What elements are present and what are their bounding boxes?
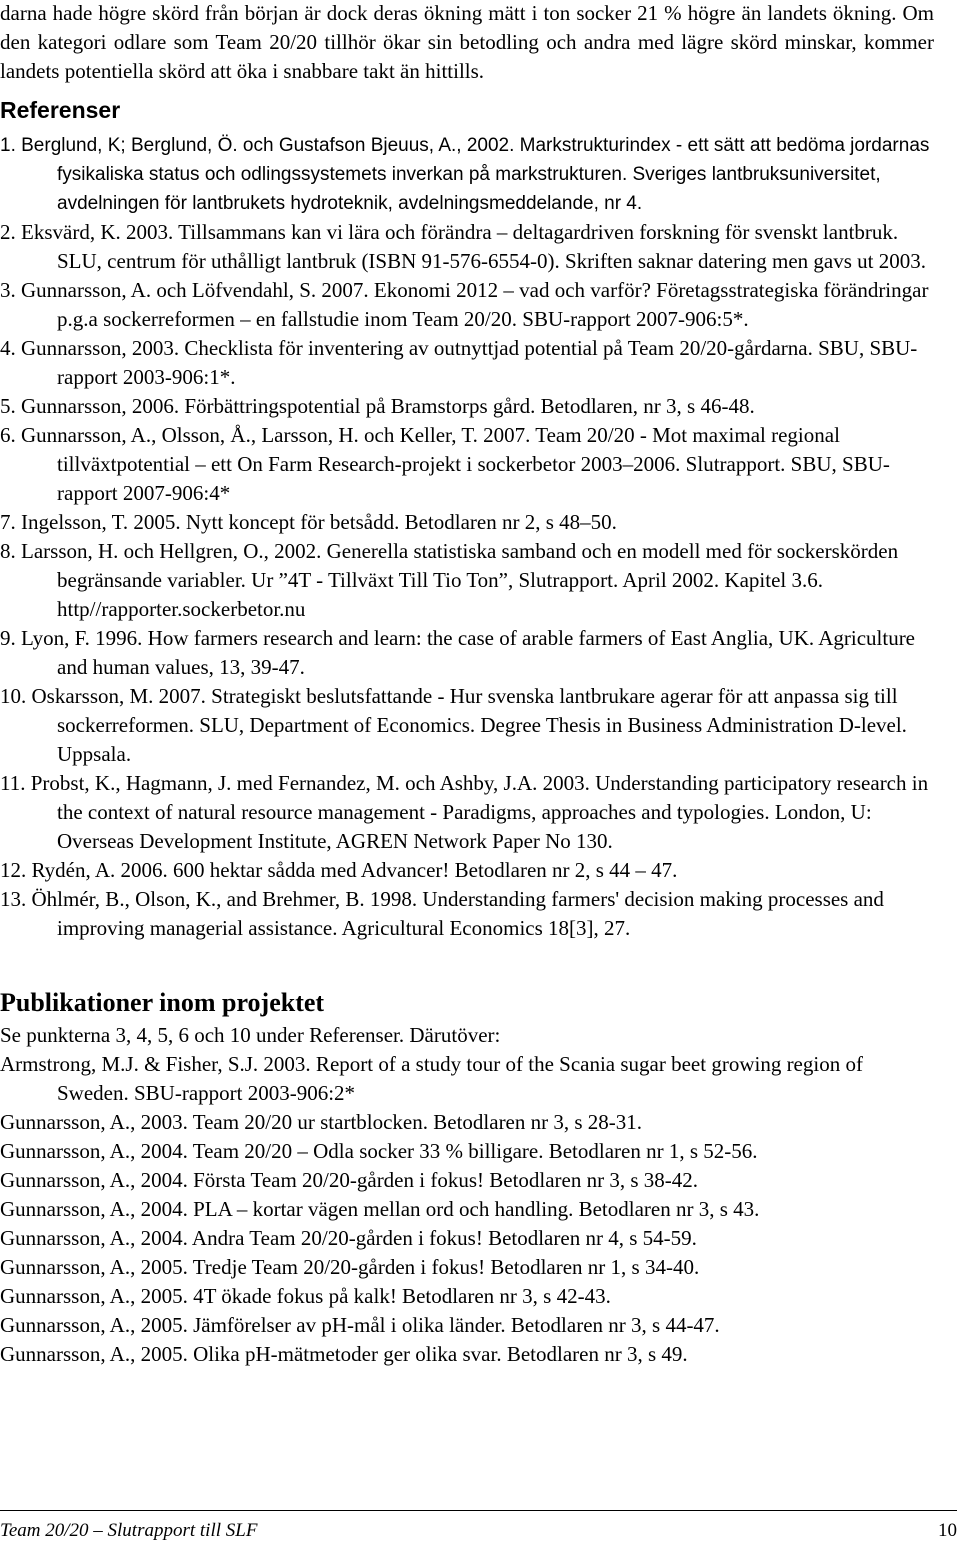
publications-list bbox=[0, 1050, 934, 1369]
reference-item: 7. Ingelsson, T. 2005. Nytt koncept för betsådd. Betodlaren nr 2, s 48–50. bbox=[0, 510, 617, 534]
reference-item: 4. Gunnarsson, 2003. Checklista för inventering av outnyttjad potential på Team 20/20-gårdarna. SBU, SBU-rapport 2003-906:1*. bbox=[0, 336, 918, 389]
publication-item: Gunnarsson, A., 2005. Olika pH-mätmetoder ger olika svar. Betodlaren nr 3, s 49. bbox=[0, 1342, 688, 1366]
publication-item: Gunnarsson, A., 2004. Första Team 20/20-gården i fokus! Betodlaren nr 3, s 38-42. bbox=[0, 1168, 699, 1192]
reference-item: 5. Gunnarsson, 2006. Förbättringspotential på Bramstorps gård. Betodlaren, nr 3, s 46-48. bbox=[0, 394, 755, 418]
reference-item: 11. Probst, K., Hagmann, J. med Fernandez, M. och Ashby, J.A. 2003. Understanding participatory research in the context of natural resource management - Paradigms, approaches and typologies. London, U: Overseas Development Institute, AGREN Network Paper No 130. bbox=[0, 771, 929, 853]
reference-item: 1. Berglund, K; Berglund, Ö. och Gustafson Bjeuus, A., 2002. Markstrukturindex - ett sätt att bedöma jordarnas fysikaliska status och odlingssystemets inverkan på markstrukturen. Sveriges lantbruksuniversitet, avdelningen för lantbrukets hydroteknik, avdelningsmeddelande, nr 4. bbox=[0, 135, 930, 214]
publication-item: Gunnarsson, A., 2004. Team 20/20 – Odla socker 33 % billigare. Betodlaren nr 1, s 52-56. bbox=[0, 1139, 758, 1163]
reference-item: 9. Lyon, F. 1996. How farmers research and learn: the case of arable farmers of East Anglia, UK. Agriculture and human values, 13, 39-47. bbox=[0, 626, 916, 679]
publication-item: Gunnarsson, A., 2003. Team 20/20 ur startblocken. Betodlaren nr 3, s 28-31. bbox=[0, 1110, 643, 1134]
publications-intro: Se punkterna 3, 4, 5, 6 och 10 under Referenser. Därutöver: bbox=[0, 1023, 501, 1047]
reference-item: 2. Eksvärd, K. 2003. Tillsammans kan vi lära och förändra – deltagardriven forskning för svenskt lantbruk. SLU, centrum för uthålligt lantbruk (ISBN 91-576-6554-0). Skriften saknar datering men gavs ut 2003. bbox=[0, 220, 926, 273]
reference-item: 12. Rydén, A. 2006. 600 hektar sådda med Advancer! Betodlaren nr 2, s 44 – 47. bbox=[0, 858, 678, 882]
publications-heading: Publikationer inom projektet bbox=[0, 988, 325, 1017]
intro-paragraph: darna hade högre skörd från början är dock deras ökning mätt i ton socker 21 % högre än landets ökning. Om den kategori odlare som Team 20/20 tillhör ökar sin betodling och andra med lägre skörd minskar, kommer landets potentiella skörd att öka i snabbare takt än hittills. bbox=[0, 1, 934, 83]
references-heading: Referenser bbox=[0, 97, 121, 123]
publication-item: Gunnarsson, A., 2005. 4T ökade fokus på kalk! Betodlaren nr 3, s 42-43. bbox=[0, 1284, 611, 1308]
publication-item: Gunnarsson, A., 2004. PLA – kortar vägen mellan ord och handling. Betodlaren nr 3, s 43. bbox=[0, 1197, 760, 1221]
reference-item: 3. Gunnarsson, A. och Löfvendahl, S. 2007. Ekonomi 2012 – vad och varför? Företagsstrategiska förändringar p.g.a sockerreformen – en fallstudie inom Team 20/20. SBU-rapport 2007-906:5*. bbox=[0, 278, 929, 331]
publication-item: Gunnarsson, A., 2005. Tredje Team 20/20-gården i fokus! Betodlaren nr 1, s 34-40. bbox=[0, 1255, 700, 1279]
publication-item: Armstrong, M.J. & Fisher, S.J. 2003. Report of a study tour of the Scania sugar beet growing region of Sweden. SBU-rapport 2003-906:2* bbox=[0, 1052, 863, 1105]
footer-title: Team 20/20 – Slutrapport till SLF bbox=[0, 1520, 258, 1541]
reference-item: 13. Öhlmér, B., Olson, K., and Brehmer, B. 1998. Understanding farmers' decision making processes and improving managerial assistance. Agricultural Economics 18[3], 27. bbox=[0, 887, 884, 940]
page-number: 10 bbox=[938, 1520, 957, 1541]
reference-item: 6. Gunnarsson, A., Olsson, Å., Larsson, H. och Keller, T. 2007. Team 20/20 - Mot maximal regional tillväxtpotential – ett On Farm Research-projekt i sockerbetor 2003–2006. Slutrapport. SBU, SBU-rapport 2007-906:4* bbox=[0, 423, 890, 505]
references-list bbox=[0, 131, 934, 943]
publication-item: Gunnarsson, A., 2004. Andra Team 20/20-gården i fokus! Betodlaren nr 4, s 54-59. bbox=[0, 1226, 697, 1250]
reference-item: 10. Oskarsson, M. 2007. Strategiskt beslutsfattande - Hur svenska lantbrukare agerar för att anpassa sig till sockerreformen. SLU, Department of Economics. Degree Thesis in Business Administration D-level. Uppsala. bbox=[0, 684, 907, 766]
publication-item: Gunnarsson, A., 2005. Jämförelser av pH-mål i olika länder. Betodlaren nr 3, s 44-47. bbox=[0, 1313, 720, 1337]
page-footer bbox=[0, 1510, 957, 1543]
reference-item: 8. Larsson, H. och Hellgren, O., 2002. Generella statistiska samband och en modell med för sockerskörden begränsande variabler. Ur ”4T - Tillväxt Till Tio Ton”, Slutrapport. April 2002. Kapitel 3.6. http//rapporter.sockerbetor.nu bbox=[0, 539, 899, 621]
